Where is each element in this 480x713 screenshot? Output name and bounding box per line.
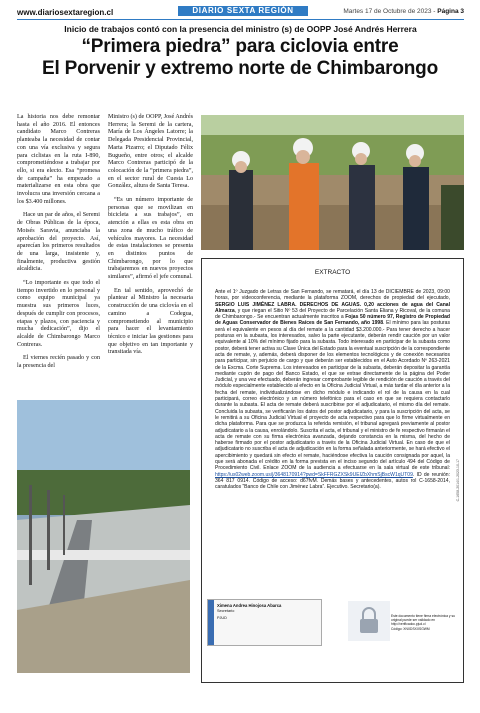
paragraph: El viernes recién pasado y con la presencia del xyxy=(17,355,100,370)
bike-lane-photo xyxy=(17,400,190,673)
headline-line-1: “Primera piedra” para ciclovia entre xyxy=(81,36,399,57)
article-column-1 xyxy=(17,114,100,377)
zoom-link[interactable]: https://us02web.zoom.us/j/3648170914?pwd=SkFFRGZXSk9UEIZbXhmSjBscW1qUT09 xyxy=(215,471,413,478)
paragraph: La historia nos debe remontar hasta el año 2016. El entonces candidato Marco Contreras planteaba la necesidad de contar con una vía exclusiva y segura para ciclistas en la ruta I-890, comprometiéndose a trabajar por ello, si era electo. Esa “promesa de campaña” ha empezado a materializarse en esta obra que involucra una inversión cercana a los $3.400 millones. xyxy=(17,114,100,205)
paragraph: “Lo importante es que todo el tiempo invertido en lo personal y como equipo municipal ya muestra sus primeros luces, después de cumplir con procesos, etapas y plazos, con paciencia y mucha dedicación”, dijo el alcalde de Chimbarongo Marco Contreras. xyxy=(17,280,100,348)
notice-body xyxy=(215,289,450,491)
issue-date xyxy=(343,8,464,15)
masthead: DIARIO SEXTA REGIÓN xyxy=(178,6,308,16)
article-headline xyxy=(10,36,470,80)
paragraph: En tal sentido, aprovechó de plantear al Ministro la necesaria construcción de una ciclovía en el camino a Codegua, comprometiendo al municipio para hacer el levantamiento técnico e iniciar las gestiones para que objetivo en tan importante y transitada vía. xyxy=(108,287,193,356)
officials-photo xyxy=(201,115,464,250)
legal-notice xyxy=(201,258,464,683)
notice-text: , y que riegan el Sitio Nº 53 del Proyecto de Parcelación Santa Eliana y Ricoval, de la comuna de Chimbarongo.- Se encuentran actualmente inscritos a xyxy=(215,307,450,321)
notice-text: . ID de reunión: 364 817 0914. Código de acceso: d67fvM. Demás bases y antecedentes, autos rol C-1658-2014, caratulados “Banco de Chile con Jiménez Labra”. Ejecutivo. Secretario(a). xyxy=(215,471,450,491)
paragraph: Hace un par de años, el Seremi de Obras Públicas de la época, Moisés Saravia, anunciaba la aprobación del proyecto. Así, aparecían los primeros resultados de una larga, insistente y, finalmente, productiva gestión alcaldicia. xyxy=(17,212,100,273)
validation-code: Código: XNXDSXXSGWM xyxy=(391,626,430,631)
lock-icon xyxy=(348,601,390,641)
paragraph: Ministro (s) de OOPP, José Andrés Herrera; la Seremi de la cartera, María de Los Ángeles Latorre; la Delegada Presidencial Provincial, Marta Pizarro; el Diputado Félix Bugueño, entre otros; el alcalde Marco Contreras participó de la colocación de la “primera piedra”, en el sector rural de Cuesta Lo González, altura de Santa Teresa. xyxy=(108,114,193,190)
article-column-2 xyxy=(108,114,193,363)
signature-block xyxy=(207,599,322,646)
document-code: C-1658-2014/1-2023-10-17 xyxy=(456,459,460,502)
validation-text: Este documento tiene firma electrónica y su original puede ser validado en http://verificadoc.pjud.cl xyxy=(391,614,455,627)
signature-note xyxy=(391,614,457,631)
notice-text: Ante el 1º Juzgado de Letras de San Fernando, se rematará, el día 13 de DICIEMBRE de 2023, 09:00 horas, por videoconferencia, mediante la plataforma ZOOM, derechos de propiedad del ejecutado, xyxy=(215,289,450,302)
signature-stripe xyxy=(208,600,214,645)
notice-text: . El mínimo para las posturas será el equivalente en pesos al día del remate a la cantidad $3.200.000.- Para tener derecho a hacer posturas en la subasta, los interesados, salvo la parte ejecutante, deberán rendir caución por un valor equivalente al 10% del mínimo fijado para la subasta. Todo interesado en participar de la subasta como postor, deberá tener activa su Clave Única del Estado para la eventual suscripción de la correspondiente acta de remate, y, además, deberá disponer de los elementos tecnológicos y de conexión necesarios para participar, sin perjuicio de cargo y que deberán ser establecidos en el Auto Acordado Nº 263-2021 de la Excma. Corte Suprema. Los interesados en participar de la subasta, deberán depositar la garantía mediante cupón de pago del Banco Estado, el que se extrae directamente de la página del Poder Judicial, y una vez efectuado, deberán ingresar comprobante legible de rendición de caución a través del módulo especialmente establecido al efecto en la Oficina Judicial Virtual, a más tardar el día anterior a la fecha del remate, individualizándose en dicho módulo e indicando el rol de la causa en la cual participará, correo electrónico y un número telefónico para el caso en que se requiera contactarlo durante la subasta. El acta de remate deberá suscribirse por el adjudicatario, el mismo día del remate. Concluida la subasta, se verificarán los datos del postor adjudicatario, y para la suscripción del acta, se le remitirá a su Oficina Judicial Virtual el proyecto de acta respectivo para que lo firme virtualmente en dicha plataforma. Para que se produzca la referida remisión, el tribunal agregará previamente al postor adjudicatario a la causa, enrolándolo. Suscrita el acta, el tribunal y el ministro de fe respectivo firmarán el acta de remate con su firma electrónica avanzada, dejando constancia en la misma, del hecho de haberse firmado por el postor adjudicatario a través de la Oficina Judicial Virtual. En caso de que el adjudicatario no suscriba el acta de adjudicación en la forma señalada anteriormente, se hará efectivo el apercibimiento y quedará sin efecto el remate, haciéndose efectiva la caución consignada por aquel, la que será abonada el crédito en la forma prevista en el inciso segundo del artículo 494 del Código de Procedimiento Civil. Enlace ZOOM de la audiencia a efectuarse en la sala virtual de este tribunal: xyxy=(215,320,451,472)
notice-bold-text: SERGIO LUIS JIMÉNEZ LABRA. DERECHOS DE AGUAS. 0,20 acciones de agua del Canal Almarza xyxy=(215,301,450,314)
signer-name: Ximena Andrea Hinojosa Abarca xyxy=(217,603,282,608)
signer-role: Secretario xyxy=(217,609,235,613)
page-number: Página 3 xyxy=(437,8,464,15)
notice-title: EXTRACTO xyxy=(314,269,351,276)
headline-line-2: El Porvenir y extremo norte de Chimbarongo xyxy=(42,58,438,79)
site-url: www.diariosextaregion.cl xyxy=(17,8,114,17)
notice-bold-text: Fojas 50 número 97, Registro de Propiedad de Aguas Conservador de Bienes Raíces de San Fernando, año 1998 xyxy=(215,314,450,327)
signer-court: PJUD xyxy=(217,616,227,620)
article-kicker: Inicio de trabajos contó con la presencia del ministro (s) de OOPP José Andrés Herrera xyxy=(64,24,417,34)
paragraph: “Es un número importante de personas que se movilizan en bicicleta a sus trabajos”, en atención a ellas es esta obra en una zona de mucho tráfico de vehículos mayores. La necesidad de estas instalaciones se presenta en distintos puntos de Chimbarongo, por lo que trabajaremos en nuevos proyectos similares”, afirmó el jefe comunal. xyxy=(108,197,193,281)
date-text: Martes 17 de Octubre de 2023 - xyxy=(343,8,436,15)
header-rule xyxy=(17,19,464,20)
